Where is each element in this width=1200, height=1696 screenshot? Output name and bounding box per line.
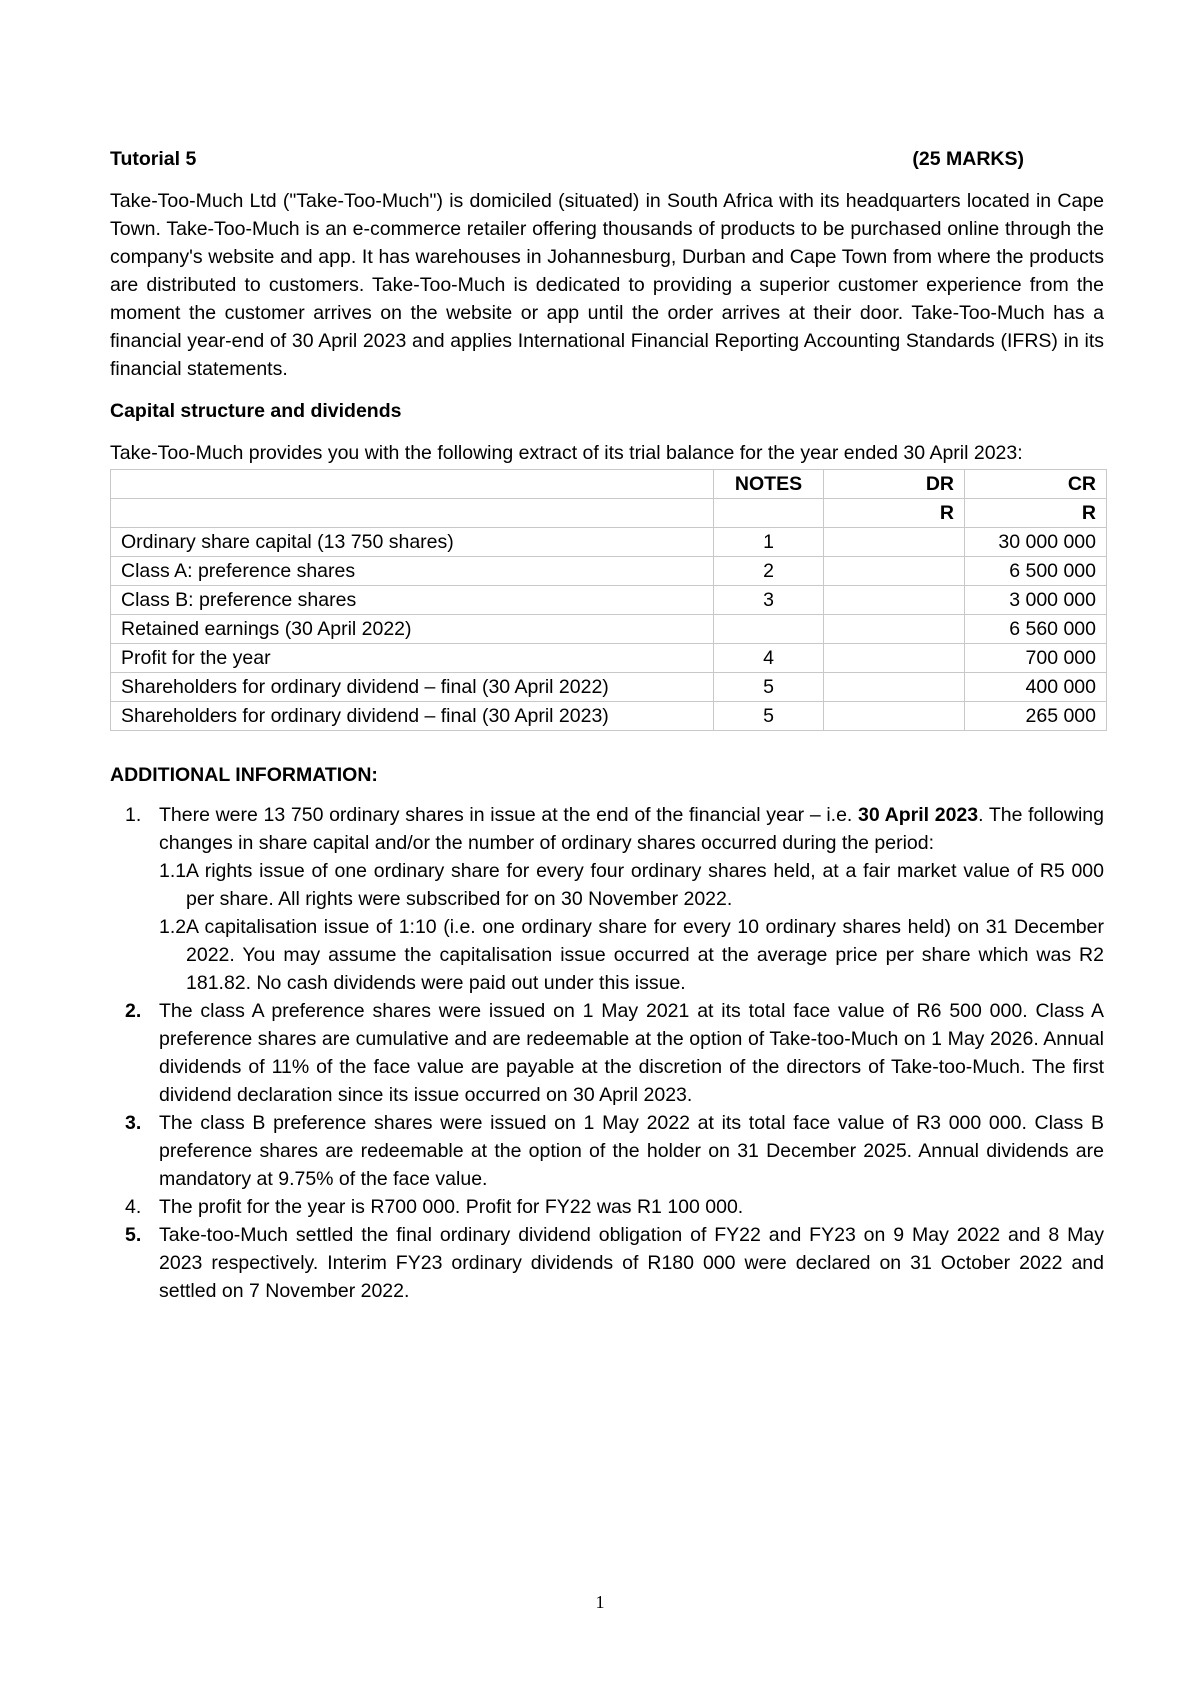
table-header-row <box>111 470 1107 499</box>
units-cell-cr: R <box>965 499 1107 528</box>
table-units-row <box>111 499 1107 528</box>
row-note: 5 <box>714 702 824 731</box>
title-row <box>110 145 1104 173</box>
list-item <box>110 1109 1104 1193</box>
row-note: 1 <box>714 528 824 557</box>
row-label: Profit for the year <box>111 644 714 673</box>
list-item-number: 3. <box>125 1112 142 1134</box>
row-cr: 6 560 000 <box>965 615 1107 644</box>
row-note: 2 <box>714 557 824 586</box>
list-item-text: The class A preference shares were issued on 1 May 2021 at its total face value of R6 500 000. Class A preference shares are cumulative and are redeemable at the option of Take-too-Much on 1 May 2026. Annual dividends of 11% of the face value are payable at the discretion of the directors of Take-too-Much. The first dividend declaration since its issue occurred on 30 April 2023. <box>159 1000 1104 1106</box>
row-label: Class B: preference shares <box>111 586 714 615</box>
row-dr <box>824 615 965 644</box>
list-item-text: The profit for the year is R700 000. Profit for FY22 was R1 100 000. <box>159 1196 744 1218</box>
table-row <box>111 702 1107 731</box>
list-item-number: 5. <box>125 1224 142 1246</box>
table-row <box>111 528 1107 557</box>
row-note: 4 <box>714 644 824 673</box>
row-note <box>714 615 824 644</box>
row-label: Shareholders for ordinary dividend – final (30 April 2023) <box>111 702 714 731</box>
units-cell-dr: R <box>824 499 965 528</box>
list-item <box>110 1221 1104 1305</box>
row-label: Class A: preference shares <box>111 557 714 586</box>
row-note: 5 <box>714 673 824 702</box>
sub-item <box>159 857 1104 913</box>
row-label: Ordinary share capital (13 750 shares) <box>111 528 714 557</box>
row-cr: 400 000 <box>965 673 1107 702</box>
header-cell-notes: NOTES <box>714 470 824 499</box>
total-marks: (25 MARKS) <box>912 148 1024 170</box>
units-cell-label <box>111 499 714 528</box>
trial-balance-table <box>110 469 1107 731</box>
list-item-text <box>159 801 1104 857</box>
sub-item-text: A rights issue of one ordinary share for every four ordinary shares held, at a fair market value of R5 000 per share. All rights were subscribed for on 30 November 2022. <box>186 860 1104 910</box>
list-item-text: Take-too-Much settled the final ordinary dividend obligation of FY22 and FY23 on 9 May 2022 and 8 May 2023 respectively. Interim FY23 ordinary dividends of R180 000 were declared on 31 October 2022 and settled on 7 November 2022. <box>159 1224 1104 1302</box>
row-label: Shareholders for ordinary dividend – final (30 April 2022) <box>111 673 714 702</box>
list-item <box>110 1193 1104 1221</box>
row-cr: 6 500 000 <box>965 557 1107 586</box>
row-cr: 265 000 <box>965 702 1107 731</box>
row-dr <box>824 586 965 615</box>
row-note: 3 <box>714 586 824 615</box>
sub-item-number: 1.1 <box>159 860 187 882</box>
list-item <box>110 997 1104 1109</box>
row-label: Retained earnings (30 April 2022) <box>111 615 714 644</box>
tutorial-title: Tutorial 5 <box>110 148 197 170</box>
intro-paragraph: Take-Too-Much Ltd ("Take-Too-Much") is domiciled (situated) in South Africa with its headquarters located in Cape Town. Take-Too-Much is an e-commerce retailer offering thousands of products to be purchased online through the company's website and app. It has warehouses in Johannesburg, Durban and Cape Town from where the products are distributed to customers. Take-Too-Much is dedicated to providing a superior customer experience from the moment the customer arrives on the website or app until the order arrives at their door. Take-Too-Much has a financial year-end of 30 April 2023 and applies International Financial Reporting Accounting Standards (IFRS) in its financial statements. <box>110 190 1104 380</box>
list-item <box>110 801 1104 997</box>
trial-balance-intro: Take-Too-Much provides you with the following extract of its trial balance for the year ended 30 April 2023: <box>110 442 1023 464</box>
list-item-number: 4. <box>125 1196 142 1218</box>
table-row <box>111 557 1107 586</box>
row-cr: 30 000 000 <box>965 528 1107 557</box>
row-cr: 3 000 000 <box>965 586 1107 615</box>
table-row <box>111 644 1107 673</box>
row-dr <box>824 644 965 673</box>
list-item-text-part: There were 13 750 ordinary shares in issue at the end of the financial year – i.e. <box>159 804 859 826</box>
row-cr: 700 000 <box>965 644 1107 673</box>
row-dr <box>824 557 965 586</box>
table-row <box>111 586 1107 615</box>
additional-information-heading: ADDITIONAL INFORMATION: <box>110 764 378 786</box>
header-cell-label <box>111 470 714 499</box>
list-item-text: The class B preference shares were issued on 1 May 2022 at its total face value of R3 000 000. Class B preference shares are redeemable at the option of the holder on 31 December 2025. Annual dividends are mandatory at 9.75% of the face value. <box>159 1112 1104 1190</box>
additional-information-list <box>110 801 1104 1305</box>
row-dr <box>824 673 965 702</box>
document-page <box>110 145 1104 1305</box>
table-row <box>111 673 1107 702</box>
sub-item <box>159 913 1104 997</box>
list-item-bold-date: 30 April 2023 <box>858 804 979 826</box>
list-item-number: 2. <box>125 1000 142 1022</box>
header-cell-dr: DR <box>824 470 965 499</box>
row-dr <box>824 528 965 557</box>
capital-structure-heading: Capital structure and dividends <box>110 400 402 422</box>
list-item-text-part: . The following changes in share capital and/or the number of ordinary shares occurred during the period: <box>159 804 1104 854</box>
list-item-number: 1. <box>125 804 142 826</box>
units-cell-notes <box>714 499 824 528</box>
header-cell-cr: CR <box>965 470 1107 499</box>
sub-item-text: A capitalisation issue of 1:10 (i.e. one ordinary share for every 10 ordinary shares held) on 31 December 2022. You may assume the capitalisation issue occurred at the average price per share which was R2 181.82. No cash dividends were paid out under this issue. <box>186 916 1104 994</box>
row-dr <box>824 702 965 731</box>
sub-item-number: 1.2 <box>159 916 187 938</box>
page-number: 1 <box>595 1592 605 1612</box>
table-row <box>111 615 1107 644</box>
